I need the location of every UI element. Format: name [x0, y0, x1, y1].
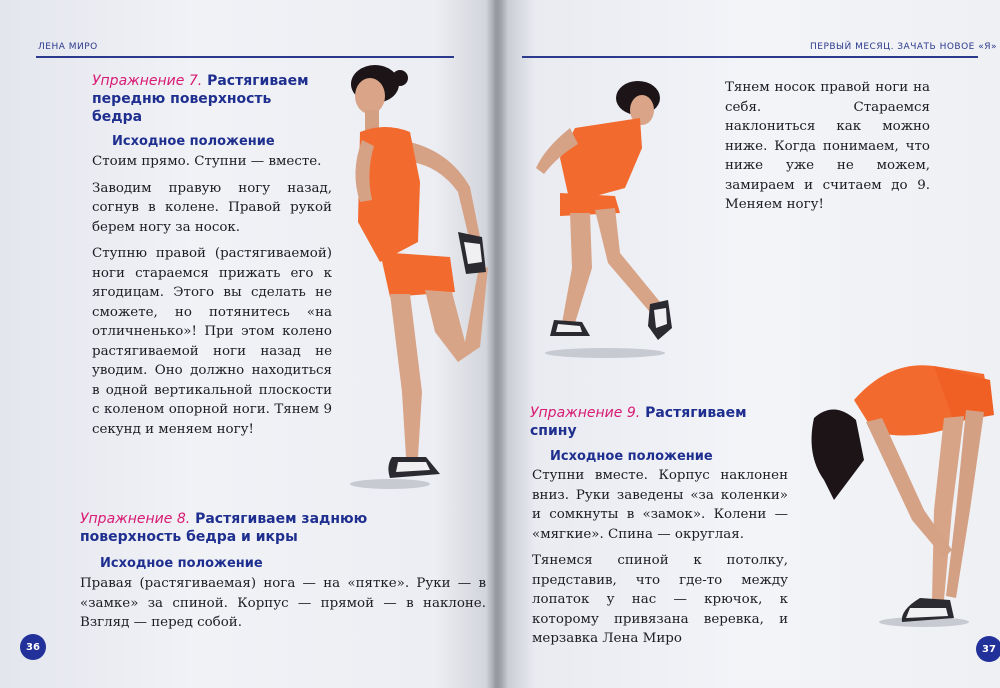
photo-quad-stretch	[340, 62, 490, 492]
exercise8-subheading: Исходное положение	[100, 556, 263, 571]
exercise9-body	[532, 466, 788, 656]
exercise7-paragraph: Заводим правую ногу назад, согнув в колене. Правой рукой берем ногу за носок.	[92, 180, 332, 235]
exercise9-title: Растягиваем спину	[530, 405, 747, 439]
exercise7-subheading: Исходное положение	[112, 134, 275, 149]
exercise8-title: Растягиваем заднюю поверхность бедра и икры	[80, 511, 368, 545]
exercise9-heading	[530, 404, 770, 440]
right-page	[500, 0, 1000, 688]
page-number-right: 37	[976, 636, 1000, 662]
continuation-text	[725, 78, 930, 222]
book-gutter	[486, 0, 508, 688]
exercise8-label: Упражнение 8.	[80, 511, 191, 527]
left-page	[0, 0, 494, 688]
exercise8-heading	[80, 510, 380, 546]
exercise7-title: Растягиваем передню поверхность бедра	[92, 73, 309, 125]
running-head-right: ПЕРВЫЙ МЕСЯЦ. ЗАЧАТЬ НОВОЕ «Я»	[810, 42, 997, 52]
exercise9-label: Упражнение 9.	[530, 405, 641, 421]
exercise7-label: Упражнение 7.	[92, 73, 203, 89]
exercise8-paragraph: Правая (растягиваемая) нога — на «пятке». Руки — в «замке» за спиной. Корпус — прямой — в наклоне. Взгляд — перед собой.	[80, 576, 486, 630]
exercise7-paragraph: Стоим прямо. Ступни — вместе.	[92, 154, 322, 169]
photo-back-stretch	[794, 360, 1000, 630]
header-rule-left	[36, 56, 454, 58]
exercise7-body	[92, 152, 332, 446]
continuation-paragraph: Тянем носок правой ноги на себя. Стараемся наклониться как можно ниже. Когда понимаем, что ниже уже не можем, замираем и считаем до 9. Меняем ногу!	[725, 80, 930, 212]
exercise9-subheading: Исходное положение	[550, 449, 713, 464]
exercise8-body	[80, 574, 486, 640]
header-rule-right	[522, 56, 978, 58]
running-head-left: ЛЕНА МИРО	[38, 42, 98, 52]
exercise9-paragraph: Ступни вместе. Корпус наклонен вниз. Руки заведены «за коленки» и сомкнуты в «замок». Колени — «мягкие». Спина — округлая.	[532, 468, 788, 542]
exercise9-paragraph: Тянемся спиной к потолку, представив, что где-то между лопаток у нас — крючок, к которому привязана веревка, и мерзавка Лена Миро	[532, 553, 788, 646]
page-number-left: 36	[20, 634, 46, 660]
photo-hamstring-stretch	[530, 78, 680, 363]
exercise7-paragraph: Ступню правой (растягиваемой) ноги стараемся прижать его к ягодицам. Этого вы сделать не сможете, но потянитесь «на отличненько»! При этом колено растягиваемой ноги назад не уводим. Оно должно находиться в одной вертикальной плоскости с коленом опорной ноги. Тянем 9 секунд и меняем ногу!	[92, 246, 332, 437]
exercise7-heading	[92, 72, 322, 126]
